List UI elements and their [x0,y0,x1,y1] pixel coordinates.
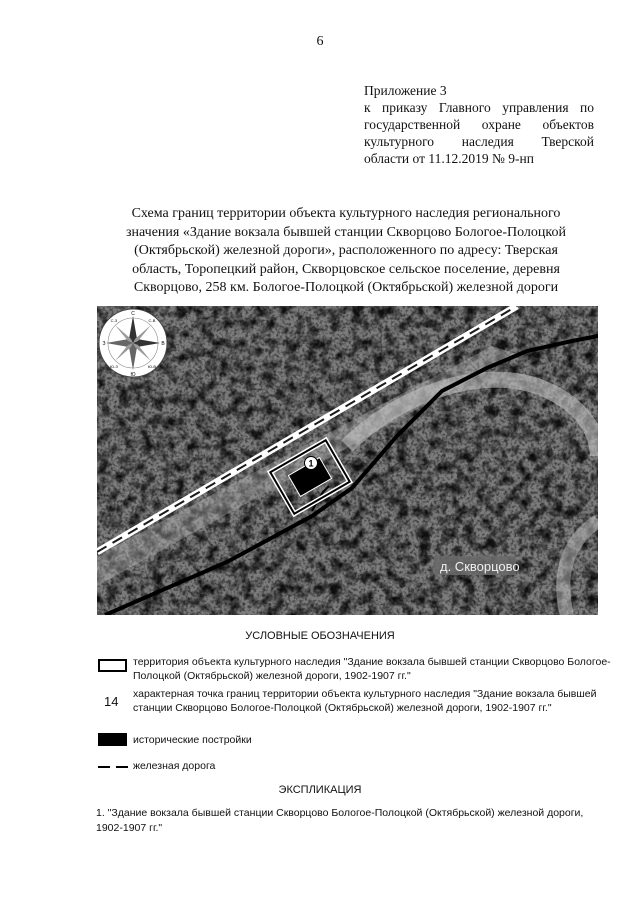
compass-label-s: Ю [130,372,136,378]
explication-line: 1. "Здание вокзала бывшей станции Скворцово Бологое-Полоцкой (Октябрьской) железной дороги, [96,807,584,819]
village-label: д. Скворцово [440,559,520,574]
explication-title: ЭКСПЛИКАЦИЯ [278,784,362,796]
point-number: 1 [308,458,314,469]
map-canvas [97,306,598,615]
appendix-header [364,82,594,167]
title-line: Скворцово, 258 км. Бологое-Полоцкой (Октябрьской) железной дороги [133,280,559,295]
boundary-point-symbol: 14 [104,694,119,709]
appendix-line: области от 11.12.2019 № 9-нп [364,151,534,166]
appendix-line: государственной охране объектов [364,117,594,132]
appendix-line: Приложение 3 [364,83,447,98]
explication-line: 1902-1907 гг." [96,822,163,834]
compass-label-ne: С-В [148,318,156,323]
historic-building-symbol [98,733,127,746]
compass-label-e: В [161,341,165,347]
title-line: Схема границ территории объекта культурного наследия регионального [131,206,561,221]
legend-item-boundary-point [133,687,603,715]
legend-line: Полоцкой (Октябрьской) железной дороги, 1902-1907 гг." [133,670,411,682]
explication-item [96,806,596,836]
legend-title: УСЛОВНЫЕ ОБОЗНАЧЕНИЯ [245,630,395,642]
appendix-line: к приказу Главного управления по [364,100,594,115]
document-title [96,205,596,298]
railway-symbol-dash [98,766,110,768]
satellite-map [97,306,598,615]
page-number: 6 [316,34,324,49]
legend-item-railway: железная дорога [133,760,216,772]
legend-line: характерная точка границ территории объекта культурного наследия "Здание вокзала бывшей [133,688,597,700]
legend-item-buildings: исторические постройки [133,734,252,746]
legend-line: станции Скворцово Бологое-Полоцкой (Октябрьской) железной дороги, 1902-1907 гг." [133,702,552,714]
compass-label-sw: Ю-З [110,364,118,369]
compass-rose [99,309,167,378]
title-line: (Октябрьской) железной дороги», расположенного по адресу: Тверская [134,243,558,258]
compass-label-n: С [131,311,135,317]
territory-boundary-symbol [98,659,127,672]
title-line: значения «Здание вокзала бывшей станции Скворцово Бологое-Полоцкой [126,224,566,240]
compass-label-w: З [102,341,106,347]
railway-symbol-dash [116,766,128,768]
legend-line: территория объекта культурного наследия "Здание вокзала бывшей станции Скворцово Бологое- [133,656,611,668]
appendix-line: культурного наследия Тверской [364,134,594,149]
legend-item-territory [133,655,611,683]
title-line: область, Торопецкий район, Скворцовское сельское поселение, деревня [132,261,560,277]
compass-label-se: Ю-В [147,364,157,369]
compass-label-nw: С-З [110,318,118,323]
